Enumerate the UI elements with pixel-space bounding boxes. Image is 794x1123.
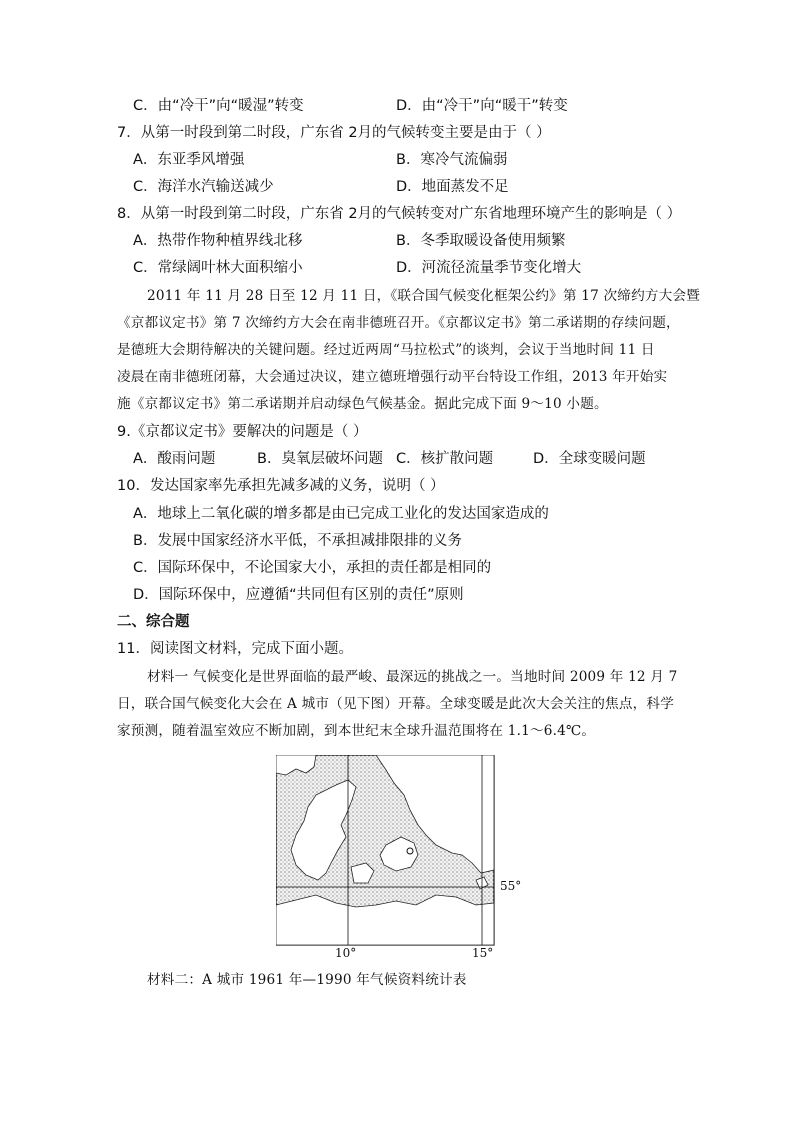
q7-stem: 7．从第一时段到第二时段，广东省 2月的气候转变主要是由于（ ） bbox=[117, 125, 551, 141]
q10-option-d: D．国际环保中，应遵循“共同但有区别的责任”原则 bbox=[133, 587, 464, 603]
q9-stem: 9.《京都议定书》要解决的问题是（ ） bbox=[117, 424, 368, 440]
q11-stem: 11．阅读图文材料，完成下面小题。 bbox=[117, 641, 353, 657]
q6-option-d: D．由“冷干”向“暖干”转变 bbox=[396, 98, 568, 114]
passage-line: 是德班大会期待解决的关键问题。经过近两周“马拉松式”的谈判，会议于当地时间 11 日 bbox=[117, 342, 655, 358]
map-svg bbox=[276, 755, 526, 965]
q10-option-c: C．国际环保中，不论国家大小，承担的责任都是相同的 bbox=[133, 560, 492, 576]
denmark-map-figure bbox=[276, 755, 526, 965]
q7-option-d: D．地面蒸发不足 bbox=[396, 179, 509, 195]
q6-option-c: C．由“冷干”向“暖湿”转变 bbox=[133, 98, 304, 114]
q9-option-a: A．酸雨问题 bbox=[133, 451, 216, 467]
material2-caption: 材料二：A 城市 1961 年—1990 年气候资料统计表 bbox=[147, 972, 467, 988]
q9-option-d: D．全球变暖问题 bbox=[533, 451, 646, 467]
lon-label-15: 15° bbox=[472, 946, 494, 960]
q10-stem: 10．发达国家率先承担先减多减的义务，说明（ ） bbox=[117, 478, 445, 494]
material1-line: 材料一 气候变化是世界面临的最严峻、最深远的挑战之一。当地时间 2009 年 12 月 7 bbox=[147, 669, 678, 685]
q8-option-b: B．冬季取暖设备使用频繁 bbox=[396, 233, 566, 249]
q7-option-a: A．东亚季风增强 bbox=[133, 152, 245, 168]
q7-option-b: B．寒冷气流偏弱 bbox=[396, 152, 508, 168]
q7-option-c: C．海洋水汽输送减少 bbox=[133, 179, 274, 195]
q8-option-a: A．热带作物种植界线北移 bbox=[133, 233, 303, 249]
lat-label-55: 55° bbox=[500, 879, 522, 893]
section-heading: 二、综合题 bbox=[117, 614, 190, 630]
lon-label-10: 10° bbox=[335, 946, 357, 960]
q9-option-c: C．核扩散问题 bbox=[396, 451, 494, 467]
passage-line: 施《京都议定书》第二承诺期并启动绿色气候基金。据此完成下面 9～10 小题。 bbox=[117, 396, 608, 412]
passage-line: 凌晨在南非德班闭幕，大会通过决议，建立德班增强行动平台特设工作组，2013 年开始实 bbox=[117, 369, 668, 385]
q8-option-d: D．河流径流量季节变化增大 bbox=[396, 260, 582, 276]
material1-line: 日，联合国气候变化大会在 A 城市（见下图）开幕。全球变暖是此次大会关注的焦点，科学 bbox=[117, 696, 675, 712]
passage-line: 2011 年 11 月 28 日至 12 月 11 日，《联合国气候变化框架公约》第 17 次缔约方大会暨 bbox=[147, 288, 701, 304]
q10-option-b: B．发展中国家经济水平低，不承担减排限排的义务 bbox=[133, 533, 462, 549]
q9-option-b: B．臭氧层破坏问题 bbox=[257, 451, 383, 467]
q10-option-a: A．地球上二氧化碳的增多都是由已完成工业化的发达国家造成的 bbox=[133, 506, 549, 522]
q8-option-c: C．常绿阔叶林大面积缩小 bbox=[133, 260, 303, 276]
q8-stem: 8．从第一时段到第二时段，广东省 2月的气候转变对广东省地理环境产生的影响是（ ） bbox=[117, 206, 682, 222]
passage-line: 《京都议定书》第 7 次缔约方大会在南非德班召开。《京都议定书》第二承诺期的存续问题， bbox=[117, 315, 680, 331]
material1-line: 家预测，随着温室效应不断加剧，到本世纪末全球升温范围将在 1.1～6.4℃。 bbox=[117, 723, 596, 739]
